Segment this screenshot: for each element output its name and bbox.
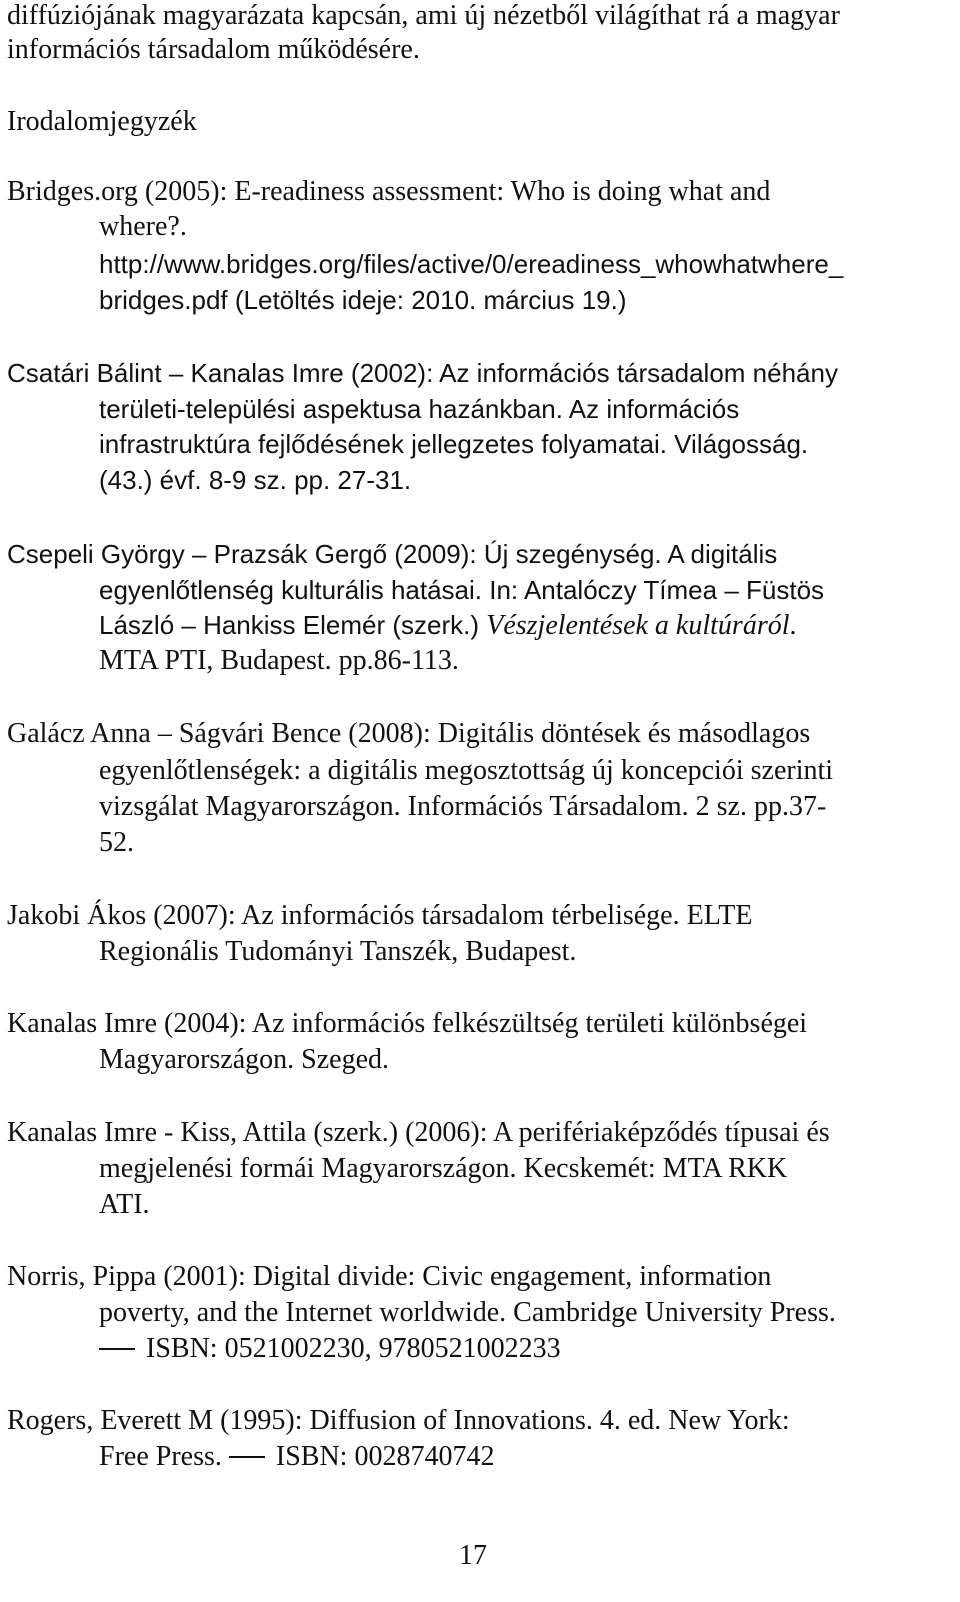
reference-title-italic: Vészjelentések a kultúráról bbox=[486, 610, 790, 641]
reference-url: http://www.bridges.org/files/active/0/ereadiness_whowhatwhere_ bbox=[99, 249, 844, 279]
reference-line: bridges.pdf (Letöltés ideje: 2010. március 19.) bbox=[99, 285, 627, 315]
em-dash-rule bbox=[229, 1456, 265, 1458]
reference-line: Bridges.org (2005): E-readiness assessment: Who is doing what and bbox=[7, 176, 771, 207]
reference-line: Csatári Bálint – Kanalas Imre (2002): Az információs társadalom néhány bbox=[7, 358, 838, 388]
page-number: 17 bbox=[459, 1540, 487, 1571]
reference-line: Norris, Pippa (2001): Digital divide: Civic engagement, information bbox=[7, 1261, 772, 1292]
reference-text: László – Hankiss Elemér (szerk.) bbox=[99, 610, 487, 640]
reference-line bbox=[99, 1331, 561, 1367]
reference-line bbox=[99, 1439, 494, 1475]
reference-line: Kanalas Imre (2004): Az információs felkészültség területi különbségei bbox=[7, 1008, 808, 1039]
reference-line bbox=[99, 607, 797, 644]
reference-line: poverty, and the Internet worldwide. Cambridge University Press. bbox=[99, 1297, 836, 1328]
reference-isbn: ISBN: 0028740742 bbox=[275, 1441, 495, 1472]
intro-line-2: információs társadalom működésére. bbox=[7, 34, 420, 65]
reference-line: Regionális Tudományi Tanszék, Budapest. bbox=[99, 936, 577, 967]
reference-line: vizsgálat Magyarországon. Információs Társadalom. 2 sz. pp.37- bbox=[99, 791, 827, 822]
reference-text: Free Press. bbox=[99, 1441, 222, 1472]
reference-line: Kanalas Imre - Kiss, Attila (szerk.) (2006): A perifériaképződés típusai és bbox=[7, 1117, 830, 1148]
reference-line: Galácz Anna – Ságvári Bence (2008): Digitális döntések és másodlagos bbox=[7, 718, 811, 749]
reference-line: egyenlőtlenségek: a digitális megosztottság új koncepciói szerinti bbox=[99, 755, 834, 786]
reference-line: Csepeli György – Prazsák Gergő (2009): Új szegénység. A digitális bbox=[7, 539, 778, 569]
reference-line: egyenlőtlenség kulturális hatásai. In: Antalóczy Tímea – Füstös bbox=[99, 575, 825, 605]
reference-line: 52. bbox=[99, 827, 134, 858]
reference-line: MTA PTI, Budapest. pp.86-113. bbox=[99, 645, 459, 676]
reference-line: Jakobi Ákos (2007): Az információs társadalom térbelisége. ELTE bbox=[7, 900, 753, 931]
em-dash-rule bbox=[99, 1348, 135, 1350]
intro-line-1: diffúziójának magyarázata kapcsán, ami új nézetből világíthat rá a magyar bbox=[7, 0, 840, 31]
reference-isbn: ISBN: 0521002230, 9780521002233 bbox=[146, 1333, 561, 1364]
reference-line: területi-települési aspektusa hazánkban. Az információs bbox=[99, 394, 740, 424]
reference-line: (43.) évf. 8-9 sz. pp. 27-31. bbox=[99, 465, 412, 495]
reference-text: . bbox=[789, 610, 797, 641]
reference-line: ATI. bbox=[99, 1189, 150, 1220]
bibliography-heading: Irodalomjegyzék bbox=[7, 106, 197, 137]
reference-line: where?. bbox=[99, 211, 187, 242]
reference-line: megjelenési formái Magyarországon. Kecskemét: MTA RKK bbox=[99, 1153, 788, 1184]
reference-line: infrastruktúra fejlődésének jellegzetes folyamatai. Világosság. bbox=[99, 429, 809, 459]
reference-line: Magyarországon. Szeged. bbox=[99, 1044, 390, 1075]
reference-line: Rogers, Everett M (1995): Diffusion of Innovations. 4. ed. New York: bbox=[7, 1405, 790, 1436]
